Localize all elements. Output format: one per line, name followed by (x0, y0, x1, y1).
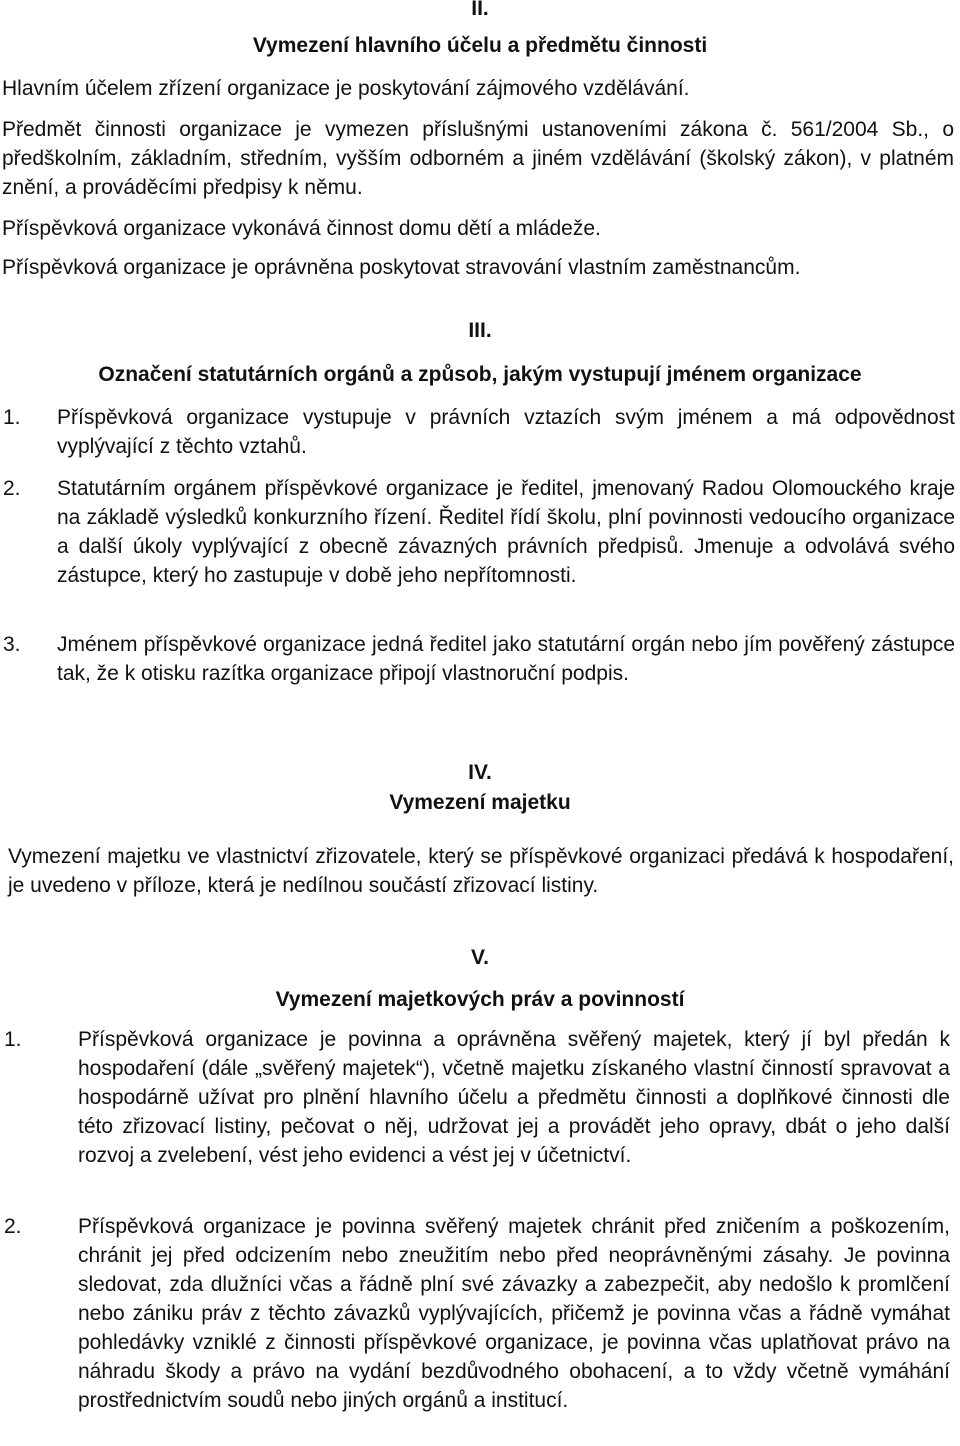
section-heading: Vymezení hlavního účelu a předmětu činnosti (252, 34, 708, 57)
list-item (4, 1025, 950, 1170)
list-item-text: Statutárním orgánem příspěvkové organizace je ředitel, jmenovaný Radou Olomouckého kraje na základě výsledků konkurzního řízení. Ředitel řídí školu, plní povinnosti vedoucího organizace a další úkoly vyplývající z obecně závazných právních předpisů. Jmenuje a odvolává svého zástupce, který ho zastupuje v době jeho nepřítomnosti. (57, 477, 955, 587)
section-heading: Vymezení majetku (389, 791, 571, 814)
list-item-text: Příspěvková organizace je povinna svěřený majetek chránit před zničením a poškozením, chránit jej před odcizením nebo zneužitím nebo před neoprávněnými zásahy. Je povinna sledovat, zda dlužníci včas a řádně plní své závazky a zabezpečit, aby nedošlo k promlčení nebo zániku práv z těchto závazků vyplývajících, přičemž je povinna včas a řádně vymáhat pohledávky vzniklé z činnosti příspěvkové organizace, je povinna včas uplatňovat právo na náhradu škody a právo na vydání bezdůvodného obohacení, a to vždy včetně vymáhání prostřednictvím soudů nebo jiných orgánů a institucí. (78, 1215, 950, 1412)
section-number: IV. (468, 761, 492, 784)
list-item-text: Jménem příspěvkové organizace jedná ředitel jako statutární orgán nebo jím pověřený zástupce tak, že k otisku razítka organizace připojí vlastnoruční podpis. (57, 633, 955, 685)
paragraph: Předmět činnosti organizace je vymezen příslušnými ustanoveními zákona č. 561/2004 Sb., o předškolním, základním, středním, vyšším odborném a jiném vzdělávání (školský zákon), v platném znění, a prováděcími předpisy k němu. (2, 118, 954, 199)
list-item-number: 2. (3, 477, 21, 500)
list-item (3, 474, 955, 590)
section-number: V. (471, 946, 489, 969)
paragraph: Příspěvková organizace je oprávněna poskytovat stravování vlastním zaměstnancům. (2, 256, 801, 279)
list-item-number: 1. (4, 1028, 22, 1051)
section-number: III. (468, 319, 492, 342)
list-item-number: 2. (4, 1215, 22, 1238)
list-item-number: 3. (3, 633, 21, 656)
paragraph: Příspěvková organizace vykonává činnost domu dětí a mládeže. (2, 217, 601, 240)
paragraph: Hlavním účelem zřízení organizace je poskytování zájmového vzdělávání. (2, 77, 690, 100)
section-heading: Vymezení majetkových práv a povinností (275, 988, 685, 1011)
section-heading: Označení statutárních orgánů a způsob, jakým vystupují jménem organizace (98, 363, 862, 386)
section-number: II. (471, 0, 489, 20)
list-item (3, 630, 955, 688)
list-item (3, 403, 955, 461)
list-item-text: Příspěvková organizace vystupuje v právních vztazích svým jménem a má odpovědnost vyplývající z těchto vztahů. (57, 406, 955, 458)
list-item (4, 1212, 950, 1415)
paragraph: Vymezení majetku ve vlastnictví zřizovatele, který se příspěvkové organizaci předává k hospodaření, je uvedeno v příloze, která je nedílnou součástí zřizovací listiny. (8, 845, 954, 897)
list-item-number: 1. (3, 406, 21, 429)
list-item-text: Příspěvková organizace je povinna a oprávněna svěřený majetek, který jí byl předán k hospodaření (dále „svěřený majetek“), včetně majetku získaného vlastní činností spravovat a hospodárně užívat pro plnění hlavního účelu a předmětu činnosti a doplňkové činnosti dle této zřizovací listiny, pečovat o něj, udržovat jej a provádět jeho opravy, dbát o jeho další rozvoj a zvelebení, vést jeho evidenci a vést jej v účetnictví. (78, 1028, 950, 1167)
